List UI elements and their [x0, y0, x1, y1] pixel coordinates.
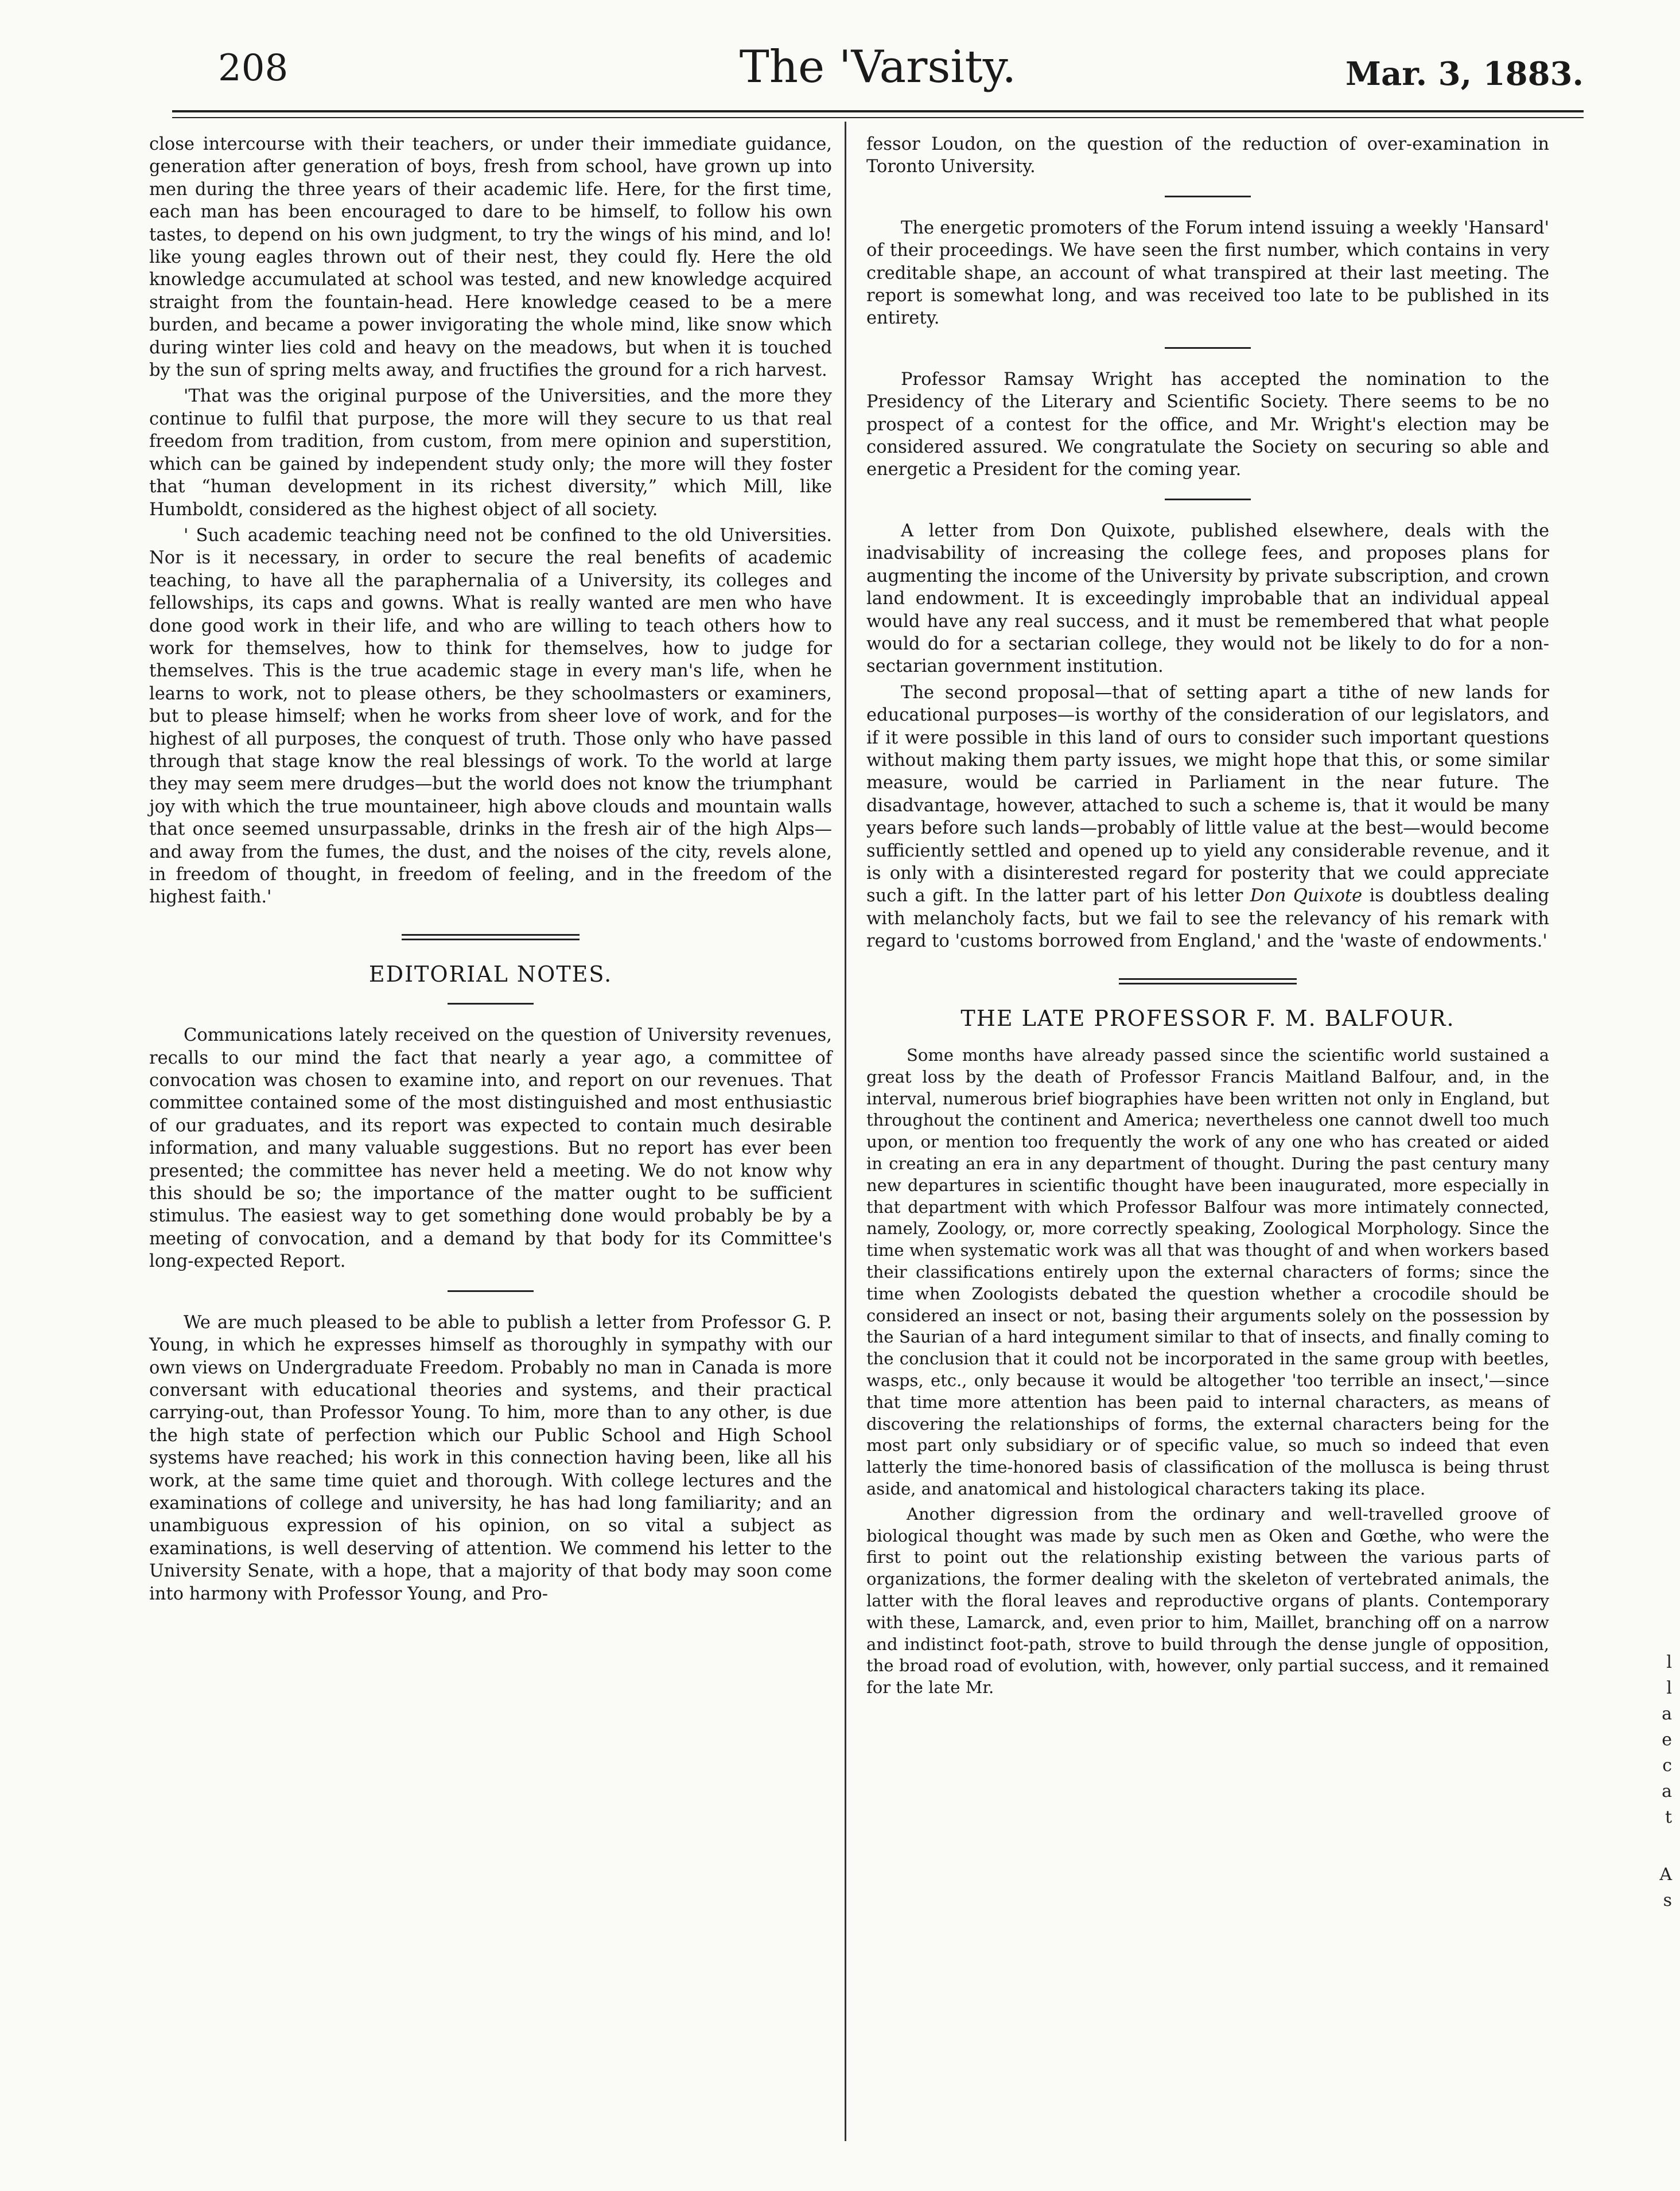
journal-title: The 'Varsity.	[739, 41, 1017, 93]
page-number: 208	[218, 47, 289, 89]
column-divider	[845, 122, 846, 2141]
note-divider	[1165, 499, 1251, 500]
editorial-note-quixote: A letter from Don Quixote, published elsewhere, deals with the inadvisability of increasing the college fees, and proposes plans for augmenting the income of the University by private subscription, and crown land endowment. It is exceedingly improbable that an individual appeal would have any real success, and it must be remembered that what people would do for a sectarian college, they would not be likely to do for a non-sectarian government institution.	[866, 520, 1549, 677]
editorial-paragraph-young: We are much pleased to be able to publish a letter from Professor G. P. Young, in which he expresses himself as thoroughly in sympathy with our own views on Undergraduate Freedom. Probably no man in Canada is more conversant with educational theories and systems, and their practical carrying-out, than Professor Young. To him, more than to any other, is due the high state of perfection which our Public School and High School systems have reached; his work in this connection having been, like all his work, at the same time quiet and thorough. With college lectures and the examinations of college and university, he has had long familiarity; and an unambiguous expression of his opinion, on so vital a subject as examinations, is well deserving of attention. We commend his letter to the University Senate, with a hope, that a majority of that body may soon come into harmony with Professor Young, and Pro-	[149, 1312, 832, 1604]
issue-date: Mar. 3, 1883.	[1345, 55, 1584, 93]
balfour-heading: THE LATE PROFESSOR F. M. BALFOUR.	[960, 1005, 1455, 1031]
article-continuation-paragraph: close intercourse with their teachers, or under their immediate guidance, generation after generation of boys, fresh from school, have grown up into men during the three years of their academic life. Here, for the first time, each man has been encouraged to dare to be himself, to follow his own tastes, to depend on his own judgment, to try the wings of his mind, and lo! like young eagles thrown out of their nest, they could fly. Here the old knowledge accumulated at school was tested, and new knowledge acquired straight from the fountain-head. Here knowledge ceased to be a mere burden, and became a power invigorating the whole mind, like snow which during winter lies cold and heavy on the meadows, but when it is touched by the sun of spring melts away, and fructifies the ground for a rich harvest.	[149, 134, 832, 381]
edge-fragment: A	[1659, 1865, 1672, 1885]
heading-rule	[448, 1003, 534, 1005]
balfour-paragraph: Another digression from the ordinary and well-travelled groove of biological thought was made by such men as Oken and Gœthe, who were the first to point out the relationship existing between the various parts of organizations, the former dealing with the skeleton of vertebrated animals, the latter with the floral leaves and reproductive organs of plants. Contemporary with these, Lamarck, and, even prior to him, Maillet, branching off on a narrow and indistinct foot-path, strove to build through the dense jungle of opposition, the broad road of evolution, with, however, only partial success, and it remained for the late Mr.	[866, 1504, 1549, 1698]
header-rule-bottom	[172, 117, 1584, 118]
balfour-article	[866, 1045, 1549, 1699]
article-paragraph: ' Such academic teaching need not be confined to the old Universities. Nor is it necessary, in order to secure the real benefits of academic teaching, to have all the paraphernalia of a University, its colleges and fellowships, its caps and gowns. What is really wanted are men who have done good work in their life, and who are willing to teach others how to work for themselves, how to think for themselves, how to judge for themselves. This is the true academic stage in every man's life, when he learns to work, not to please others, be they schoolmasters or examiners, but to please himself; when he works from sheer love of work, and for the highest of all purposes, the conquest of truth. Those only who have passed through that stage know the real blessings of work. To the world at large they may seem mere drudges—but the world does not know the triumphant joy with which the true mountaineer, high above clouds and mountain walls that once seemed unsurpassable, drinks in the fresh air of the high Alps—and away from the fumes, the dust, and the noises of the city, revels alone, in freedom of thought, in freedom of feeling, and in the freedom of the highest faith.'	[149, 525, 832, 908]
right-column	[866, 133, 1549, 1702]
balfour-paragraph: Some months have already passed since the scientific world sustained a great loss by the death of Professor Francis Maitland Balfour, and, in the interval, numerous brief biographies have been written not only in England, but throughout the continent and America; nevertheless one cannot dwell too much upon, or mention too frequently the work of any one who has created or aided in creating an era in any department of thought. During the past century many new departures in scientific thought have been inaugurated, more especially in that department with which Professor Balfour was more intimately connected, namely, Zoology, or, more correctly speaking, Zoological Morphology. Since the time when systematic work was all that was thought of and when workers based their classifications entirely upon the external characters of forms; since the time when Zoologists debated the question whether a crocodile should be considered an insect or not, basing their arguments solely on the possession by the Saurian of a hard integument similar to that of insects, and finally coming to the conclusion that it could not be incorporated in the same group with beetles, wasps, etc., only because it would be altogether 'too terrible an insect,'—since that time more attention has been paid to internal characters, as means of discovering the relationships of forms, the external characters being for the most part only subsidiary or of specific value, so much so indeed that even latterly the time-honored basis of classification of the mollusca is being thrust aside, and anatomical and histological characters taking its place.	[866, 1045, 1549, 1499]
edge-fragment: a	[1662, 1781, 1672, 1801]
section-divider	[1119, 978, 1297, 984]
edge-fragment: l	[1666, 1652, 1672, 1672]
quixote-text-b: is doubtless dealing with melancholy facts, but we fail to see the relevancy of his remark with regard to 'customs borrowed from England,' and the 'waste of endowments.'	[866, 886, 1549, 952]
edge-fragment: a	[1662, 1704, 1672, 1724]
edge-fragment: l	[1666, 1678, 1672, 1698]
article-paragraph: 'That was the original purpose of the Universities, and the more they continue to fulfil that purpose, the more will they secure to us that real freedom from tradition, from custom, from mere opinion and superstition, which can be gained by independent study only; the more will they foster that “human development in its richest diversity,” which Mill, like Humboldt, considered as the highest object of all society.	[149, 386, 832, 520]
left-column	[149, 133, 832, 1609]
quixote-name: Don Quixote	[1250, 886, 1363, 906]
edge-fragment: s	[1663, 1890, 1672, 1910]
edge-fragment: e	[1662, 1730, 1672, 1750]
note-divider	[448, 1290, 534, 1292]
editorial-continuation: fessor Loudon, on the question of the reduction of over-examination in Toronto University.	[866, 134, 1549, 177]
note-divider	[1165, 347, 1251, 349]
editorial-note-quixote-second	[866, 682, 1549, 953]
quixote-text-a: The second proposal—that of setting apart a tithe of new lands for educational purposes—is worthy of the consideration of our legislators, and if it were possible in this land of ours to consider such important questions without making them party issues, we might hope that this, or some similar measure, would be carried in Parliament in the near future. The disadvantage, however, attached to such a scheme is, that it would be many years before such lands—probably of little value at the best—would become sufficiently settled and opened up to yield any considerable revenue, and it is only with a disinterested regard for posterity that we could appreciate such a gift. In the latter part of his letter	[866, 682, 1549, 906]
section-divider	[402, 934, 580, 940]
editorial-paragraph-revenues: Communications lately received on the question of University revenues, recalls to our mind the fact that nearly a year ago, a committee of convocation was chosen to examine into, and report on our revenues. That committee contained some of the most distinguished and most enthusiastic of our graduates, and its report was expected to contain much desirable information, and many valuable suggestions. But no report has ever been presented; the committee has never held a meeting. We do not know why this should be so; the importance of the matter ought to be sufficient stimulus. The easiest way to get something done would probably be by a meeting of convocation, and a demand by that body for its Committee's long-expected Report.	[149, 1025, 832, 1272]
page-header	[172, 41, 1584, 104]
editorial-notes-heading: EDITORIAL NOTES.	[368, 961, 613, 987]
edge-fragment: t	[1665, 1807, 1672, 1827]
edge-fragment: c	[1662, 1756, 1672, 1776]
editorial-note-forum: The energetic promoters of the Forum intend issuing a weekly 'Hansard' of their proceedings. We have seen the first number, which contains in very creditable shape, an account of what transpired at their last meeting. The report is somewhat long, and was received too late to be published in its entirety.	[866, 217, 1549, 329]
note-divider	[1165, 196, 1251, 197]
header-rule-top	[172, 110, 1584, 112]
editorial-note-wright: Professor Ramsay Wright has accepted the nomination to the Presidency of the Literary and Scientific Society. There seems to be no prospect of a contest for the office, and Mr. Wright's election may be considered assured. We congratulate the Society on securing so able and energetic a President for the coming year.	[866, 369, 1549, 480]
